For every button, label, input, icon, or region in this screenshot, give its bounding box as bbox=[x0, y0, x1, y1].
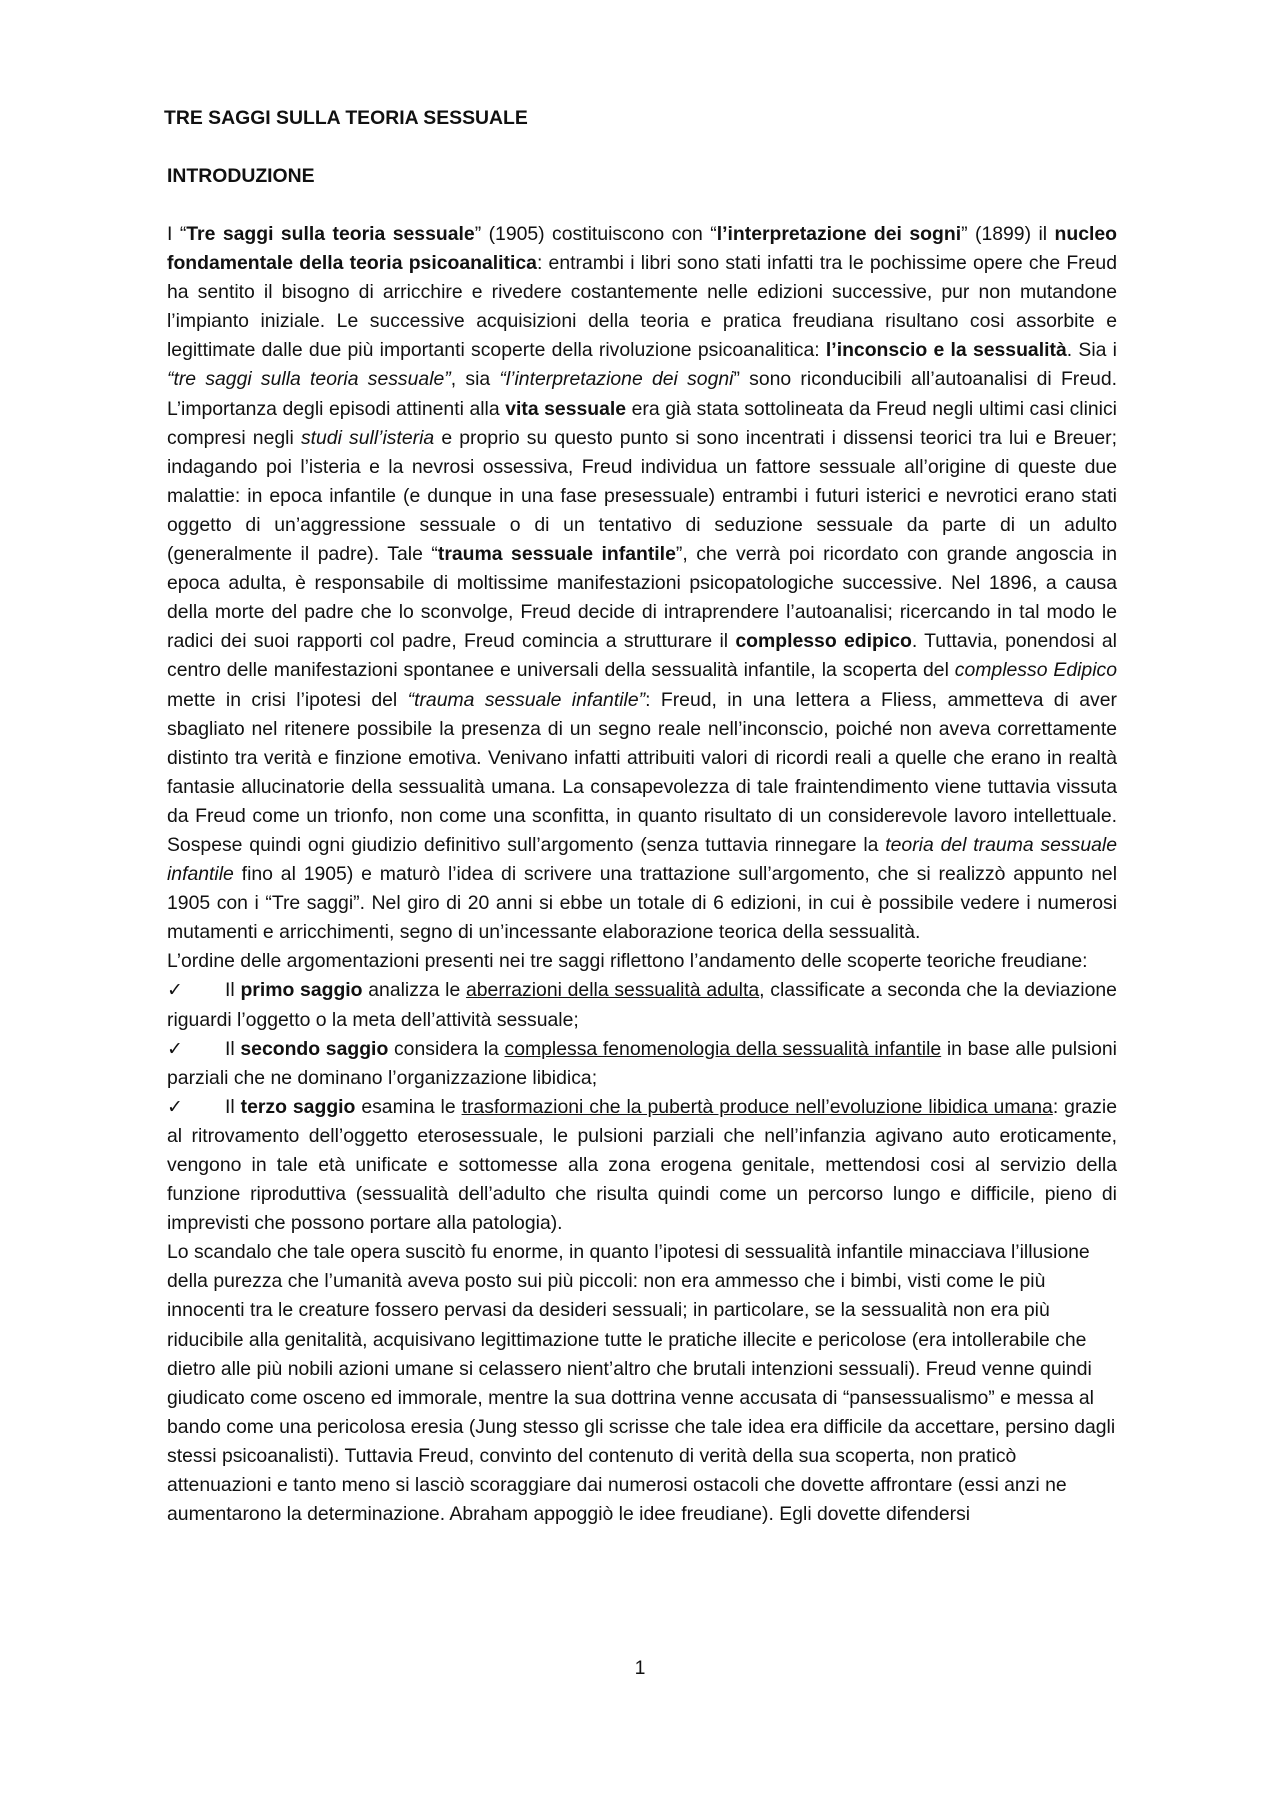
page-number: 1 bbox=[634, 1657, 646, 1679]
bold-run: primo saggio bbox=[240, 979, 363, 1002]
bold-run: l’interpretazione dei sogni bbox=[716, 223, 962, 245]
bold-run: secondo saggio bbox=[240, 1037, 389, 1060]
bold-run: nucleo fondamentale della teoria psicoanalitica bbox=[167, 223, 1118, 275]
text-run: fino al 1905) e maturò l’idea di scrivere una trattazione sull’argomento, che si realizzò appunto nel 1905 con i “Tre saggi”. Nel giro di 20 anni si ebbe un totale di 6 edizioni, in cui è possibile vedere i numerosi mutamenti e arricchimenti, segno di un’incessante elaborazione teorica della sessualità. bbox=[167, 863, 1117, 944]
text-run: , classificate a seconda che la deviazione riguardi l’oggetto o la meta dell’attività sessuale; bbox=[167, 979, 1117, 1031]
italic-run: teoria del trauma sessuale infantile bbox=[167, 833, 1117, 886]
italic-run: complesso Edipico bbox=[954, 659, 1117, 682]
italic-run: “tre saggi sulla teoria sessuale” bbox=[167, 368, 451, 391]
text-run: : entrambi i libri sono stati infatti tra le pochissime opere che Freud ha sentito il bisogno di arricchire e rivedere costantemente nelle edizioni successive, pur non mutandone l’impianto iniziale. Le successive acquisizioni della teoria e pratica freudiana risultano cosi assorbite e legittimate dalle due più importanti scoperte della rivoluzione psicoanalitica: bbox=[167, 252, 1117, 362]
underlined-run: complessa fenomenologia della sessualità infantile bbox=[504, 1037, 942, 1060]
bold-run: l’inconscio e la sessualità bbox=[825, 339, 1067, 362]
underlined-run: aberrazioni della sessualità adulta bbox=[465, 979, 760, 1002]
text-run: , sia bbox=[450, 368, 500, 391]
list-item bbox=[167, 1035, 1117, 1093]
text-run: Il bbox=[225, 979, 241, 1002]
paragraph-intro bbox=[167, 220, 1117, 947]
bold-run: complesso edipico bbox=[735, 630, 912, 653]
text-run: era già stata sottolineata da Freud negli ultimi casi clinici compresi negli bbox=[167, 397, 1117, 449]
bold-run: vita sessuale bbox=[505, 397, 627, 420]
text-run: : grazie al ritrovamento dell’oggetto eterosessuale, le pulsioni parziali che nell’infanzia agivano auto eroticamente, vengono in tale età unificate e sottomesse alla zona erogena genitale, mettendosi cosi al servizio della funzione riproduttiva (sessualità dell’adulto che risulta quindi come un percorso lungo e difficile, pieno di imprevisti che possono portare alla patologia). bbox=[167, 1095, 1117, 1235]
check-icon: ✓ bbox=[167, 979, 183, 1002]
check-icon: ✓ bbox=[167, 1095, 183, 1118]
text-run: . Sia i bbox=[1066, 339, 1117, 362]
bold-run: Tre saggi sulla teoria sessuale bbox=[186, 223, 475, 245]
bold-run: trauma sessuale infantile bbox=[437, 543, 676, 566]
italic-run: “trauma sessuale infantile” bbox=[407, 688, 646, 711]
check-icon: ✓ bbox=[167, 1037, 183, 1060]
document-title: TRE SAGGI SULLA TEORIA SESSUALE bbox=[164, 107, 528, 129]
text-run: in base alle pulsioni parziali che ne dominano l’organizzazione libidica; bbox=[167, 1037, 1117, 1089]
italic-run: studi sull’isteria bbox=[300, 426, 435, 449]
text-run: I “ bbox=[167, 223, 187, 245]
text-run: . Tuttavia, ponendosi al centro delle manifestazioni spontanee e universali della sessualità infantile, la scoperta del bbox=[167, 630, 1117, 682]
paragraph-argument-order: L’ordine delle argomentazioni presenti nei tre saggi riflettono l’andamento delle scoperte teoriche freudiane: bbox=[167, 950, 1088, 973]
text-run: ”, che verrà poi ricordato con grande angoscia in epoca adulta, è responsabile di moltissime manifestazioni psicopatologiche successive. Nel 1896, a causa della morte del padre che lo sconvolge, Freud decide di intraprendere l’autoanalisi; ricercando in tal modo le radici dei suoi rapporti col padre, Freud comincia a strutturare il bbox=[167, 543, 1118, 653]
section-title: INTRODUZIONE bbox=[167, 165, 315, 187]
text-run: e proprio su questo punto si sono incentrati i dissensi teorici tra lui e Breuer; indagando poi l’isteria e la nevrosi ossessiva, Freud individua un fattore sessuale all’origine di queste due malattie: in epoca infantile (e dunque in una fase presessuale) entrambi i futuri isterici e nevrotici erano stati oggetto di un’aggressione sessuale o di un tentativo di seduzione sessuale da parte di un adulto (generalmente il padre). Tale “ bbox=[167, 426, 1118, 566]
text-run: ” sono riconducibili all’autoanalisi di Freud. L’importanza degli episodi attinenti alla bbox=[167, 368, 1117, 420]
text-run: Il bbox=[225, 1095, 241, 1118]
underlined-run: trasformazioni che la pubertà produce nell’evoluzione libidica umana bbox=[461, 1095, 1053, 1118]
list-item bbox=[167, 976, 1117, 1034]
text-run: esamina le bbox=[355, 1095, 462, 1118]
list-item bbox=[167, 1093, 1117, 1238]
saggi-checklist bbox=[167, 976, 1117, 1238]
italic-run: “l’interpretazione dei sogni bbox=[499, 368, 734, 391]
text-run: Il bbox=[225, 1037, 241, 1060]
bold-run: terzo saggio bbox=[240, 1095, 356, 1118]
document-page bbox=[164, 104, 1118, 1529]
text-run: ” (1899) il bbox=[961, 223, 1055, 245]
paragraph-scandal: Lo scandalo che tale opera suscitò fu enorme, in quanto l’ipotesi di sessualità infantile minacciava l’illusione della purezza che l’umanità aveva posto sui più piccoli: non era ammesso che i bimbi, visti come le più innocenti tra le creature fossero pervasi da desideri sessuali; in particolare, se la sessualità non era più riducibile alla genitalità, acquisivano legittimazione tutte le pratiche illecite e pericolose (era intollerabile che dietro alle più nobili azioni umane si celassero nient’altro che brutali intenzioni sessuali). Freud venne quindi giudicato come osceno ed immorale, mentre la sua dottrina venne accusata di “pansessualismo” e messa al bando come una pericolosa eresia (Jung stesso gli scrisse che tale idea era difficile da accettare, persino dagli stessi psicoanalisti). Tuttavia Freud, convinto del contenuto di verità della sua scoperta, non praticò attenuazioni e tanto meno si lasciò scoraggiare dai numerosi ostacoli che dovette affrontare (essi anzi ne aumentarono la determinazione. Abraham appoggiò le idee freudiane). Egli dovette difendersi bbox=[167, 1241, 1116, 1526]
text-run: mette in crisi l’ipotesi del bbox=[167, 688, 408, 711]
text-run: : Freud, in una lettera a Fliess, ammetteva di aver sbagliato nel ritenere possibile la presenza di un segno reale nell’inconscio, poiché non aveva correttamente distinto tra verità e finzione emotiva. Venivano infatti attribuiti valori di ricordi reali a quelle che erano in realtà fantasie allucinatorie della sessualità umana. La consapevolezza di tale fraintendimento viene tuttavia vissuta da Freud come un trionfo, non come una sconfitta, in quanto risultato di un considerevole lavoro intellettuale. Sospese quindi ogni giudizio definitivo sull’argomento (senza tuttavia rinnegare la bbox=[167, 688, 1117, 856]
text-run: analizza le bbox=[362, 979, 466, 1002]
text-run: ” (1905) costituiscono con “ bbox=[474, 223, 717, 245]
text-run: considera la bbox=[388, 1037, 505, 1060]
